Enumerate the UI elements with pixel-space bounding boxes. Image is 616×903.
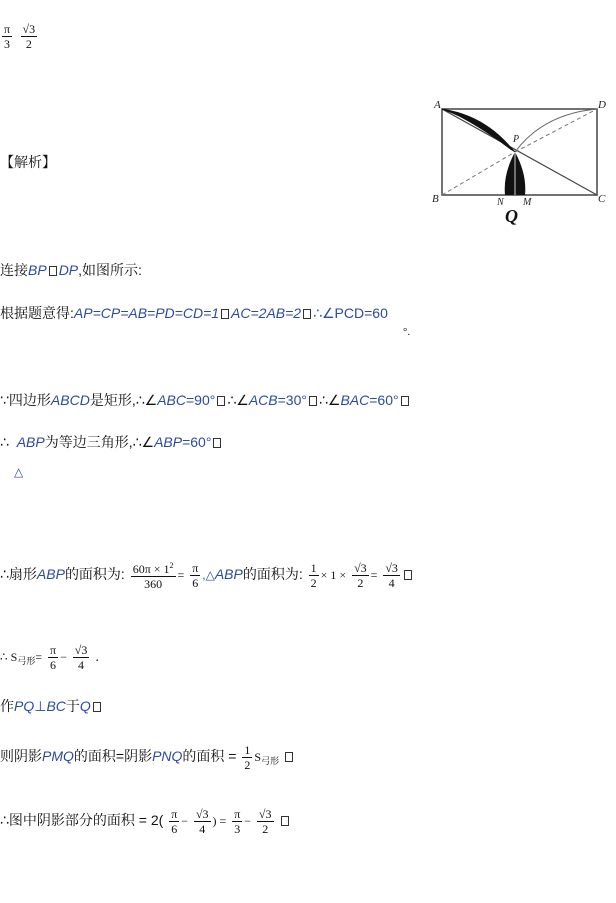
missing-glyph-box [49,266,57,276]
numerator: √3 [22,22,36,36]
missing-glyph-box [309,396,317,406]
section-heading: 【解析】 [0,154,56,170]
fraction-pi-over-3 [2,22,12,51]
fraction-pi-over-6: $\frac{\pi}{6}$ [171,806,178,836]
line-sector-area: ∴扇形ABP的面积为: $\frac{60\pi \times 1^2}{360}$ = $\frac{\pi}{6}$ ,△ABP的面积为: $\frac{1}{2}$ × 1 × $\frac{√3}{2}$ = $\frac{√3}{4}$ [0,556,414,596]
label-a: A [434,99,441,111]
triangle-symbol: △ [14,465,24,479]
segment-bp [442,152,515,195]
line-connect: 连接BP DP,如图所示: [0,262,142,278]
denominator: 3 [2,36,12,51]
fraction-one-half: $\frac{1}{2}$ [244,742,251,772]
fraction-sqrt3-over-2 [21,22,38,51]
fraction-sqrt3-over-2: $\frac{√3}{2}$ [258,806,272,836]
fraction-sqrt3-over-4: $\frac{√3}{4}$ [74,642,88,672]
line-total-shaded: ∴图中阴影部分的面积 = 2( $\frac{\pi}{6}$ − $\frac{√3}{4}$ ) = $\frac{\pi}{3}$ − $\frac{√3}{2}$ [0,802,291,842]
missing-glyph-box [281,816,289,826]
line-given: 根据题意得:AP=CP=AB=PD=CD=1 AC=2AB=2 ∴∠PCD=60 [0,305,388,321]
line-segment-area: ∴ $S_{弓形}=$ $\frac{\pi}{6}$ − $\frac{√3}{4}$ . [0,642,100,672]
fraction-sqrt3-over-4: $\frac{√3}{4}$ [385,560,398,590]
missing-glyph-box [404,570,412,580]
label-c: C [598,193,606,205]
fraction-sector: $\frac{60\pi \times 1^2}{360}$ [132,561,174,592]
label-b: B [432,193,439,205]
numerator: π [4,22,11,36]
top-expression [0,22,39,51]
geometry-diagram [425,92,605,232]
denominator: 2 [21,36,38,51]
fraction-sqrt3-over-4: $\frac{√3}{4}$ [195,806,209,836]
fraction-sqrt3-over-2: $\frac{√3}{2}$ [354,560,367,590]
line-rectangle: ∵四边形ABCD是矩形,∴∠ABC=90° ∴∠ACB=30° ∴∠BAC=60° [0,391,411,409]
fraction-one-half: $\frac{1}{2}$ [310,560,317,590]
line-perpendicular: 作PQ⊥BC于Q [0,697,103,715]
missing-glyph-box [93,702,101,712]
label-p: P [513,134,520,145]
label-m: M [523,197,532,208]
label-n: N [497,197,504,208]
missing-glyph-box [285,752,293,762]
line-equilateral: ∴ ABP为等边三角形,∴∠ABP=60° [0,433,223,451]
fraction-pi-over-6: $\frac{\pi}{6}$ [192,560,199,590]
segment-dp [515,109,597,152]
fraction-pi-over-3: $\frac{\pi}{3}$ [234,806,241,836]
missing-glyph-box [217,396,225,406]
fraction-pi-over-6: $\frac{\pi}{6}$ [50,642,57,672]
label-q: Q [505,206,518,226]
line-shaded-equal: 则阴影PMQ的面积=阴影PNQ的面积 = $\frac{1}{2}$ $S_{弓形}$ [0,738,295,778]
missing-glyph-box [221,309,229,319]
missing-glyph-box [303,309,311,319]
missing-glyph-box [213,438,221,448]
label-d: D [598,99,606,111]
degree-mark: °. [403,326,411,338]
missing-glyph-box [401,396,409,406]
